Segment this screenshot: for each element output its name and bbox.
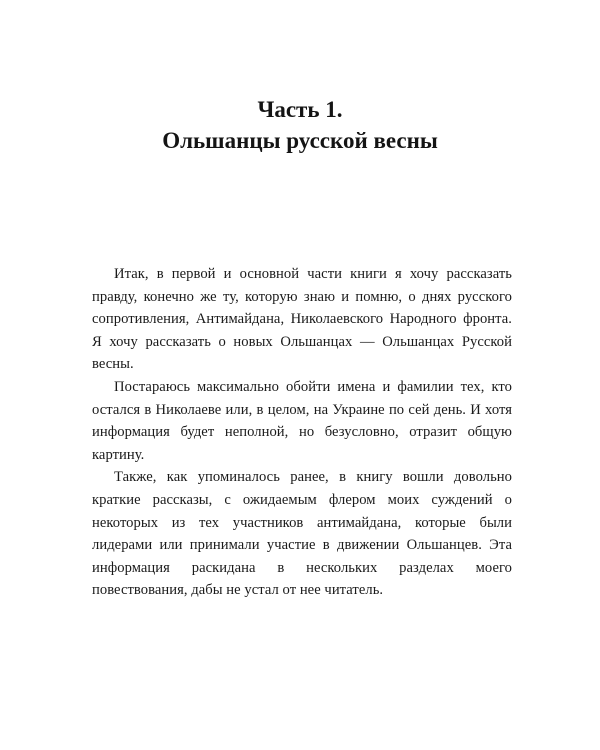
paragraph: Постараюсь максимально обойти имена и фамилии тех, кто остался в Николаеве или, в целом, на Украине по сей день. И хотя информация будет неполной, но безусловно, отразит общую картину.: [92, 378, 512, 463]
paragraph: Итак, в первой и основной части книги я хочу рассказать правду, конечно же ту, которую знаю и помню, о днях русского сопротивления, Антимайдана, Николаевского Народного фронта. Я хочу рассказать о новых Ольшанцах — Ольшанцах Русской весны.: [92, 266, 512, 373]
paragraph: Также, как упоминалось ранее, в книгу вошли довольно краткие рассказы, с ожидаемым флером моих суждений о некоторых из тех участников антимайдана, которые были лидерами или принимали участие в движении Ольшанцев. Эта информация раскидана в нескольких разделах моего повествования, дабы не устал от нее читатель.: [92, 469, 512, 599]
part-number: Часть 1.: [257, 97, 343, 122]
chapter-heading: [0, 94, 600, 156]
body-text: [92, 263, 512, 602]
part-title: Ольшанцы русской весны: [162, 128, 438, 153]
